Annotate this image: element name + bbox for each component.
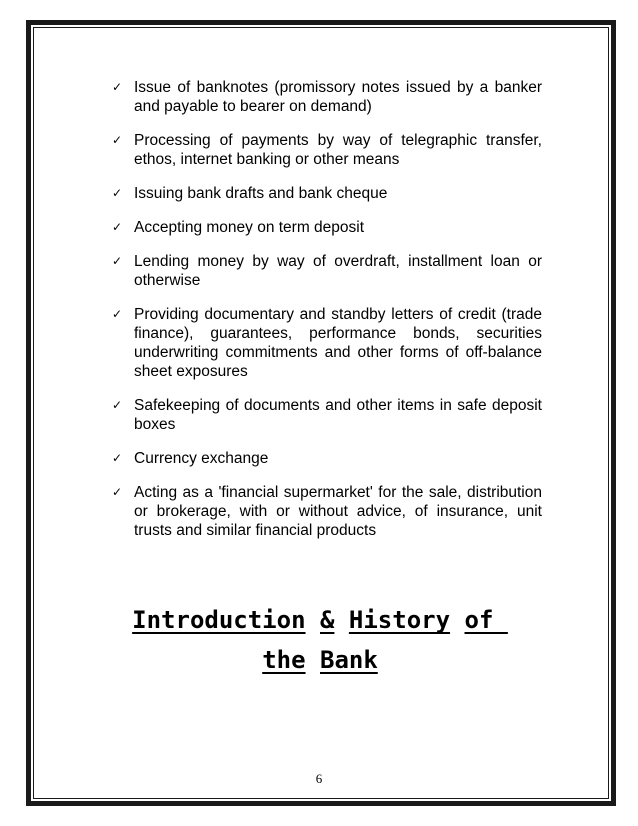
list-item-text: Acting as a 'financial supermarket' for the sale, distribution or brokerage, with or without advice, of insurance, unit trusts and similar financial products	[134, 484, 542, 539]
list-item-text: Safekeeping of documents and other items in safe deposit boxes	[134, 397, 542, 433]
list-item	[112, 78, 542, 116]
list-item	[112, 396, 542, 434]
heading-word: Introduction	[132, 606, 306, 634]
heading-word: Bank	[320, 646, 378, 674]
list-item-text: Accepting money on term deposit	[134, 219, 365, 236]
check-mark-icon: ✓	[112, 254, 123, 268]
list-item-text: Issuing bank drafts and bank cheque	[134, 185, 388, 202]
check-mark-icon: ✓	[112, 80, 123, 94]
heading-word: the	[262, 646, 306, 674]
bullet-list	[112, 78, 542, 555]
list-item-text: Processing of payments by way of telegraphic transfer, ethos, internet banking or other means	[134, 132, 542, 168]
check-mark-icon: ✓	[112, 133, 123, 147]
check-mark-icon: ✓	[112, 398, 123, 412]
check-mark-icon: ✓	[112, 451, 123, 465]
check-mark-icon: ✓	[112, 186, 123, 200]
check-mark-icon: ✓	[112, 220, 123, 234]
list-item	[112, 252, 542, 290]
list-item	[112, 131, 542, 169]
heading-word: &	[319, 606, 335, 634]
check-mark-icon: ✓	[112, 485, 123, 499]
list-item	[112, 218, 542, 237]
heading-word: of	[464, 606, 508, 634]
list-item	[112, 483, 542, 540]
heading-word: History	[348, 606, 451, 634]
list-item-text: Currency exchange	[134, 450, 269, 467]
list-item	[112, 305, 542, 381]
list-item-text: Lending money by way of overdraft, installment loan or otherwise	[134, 253, 542, 289]
check-mark-icon: ✓	[112, 307, 123, 321]
list-item	[112, 184, 542, 203]
list-item	[112, 449, 542, 468]
section-heading-line-2	[60, 640, 580, 680]
section-heading-line-1	[60, 600, 580, 640]
page-number: 6	[315, 771, 323, 786]
list-item-text: Issue of banknotes (promissory notes issued by a banker and payable to bearer on demand)	[134, 79, 542, 115]
list-item-text: Providing documentary and standby letters of credit (trade finance), guarantees, performance bonds, securities underwriting commitments and other forms of off-balance sheet exposures	[134, 306, 542, 380]
